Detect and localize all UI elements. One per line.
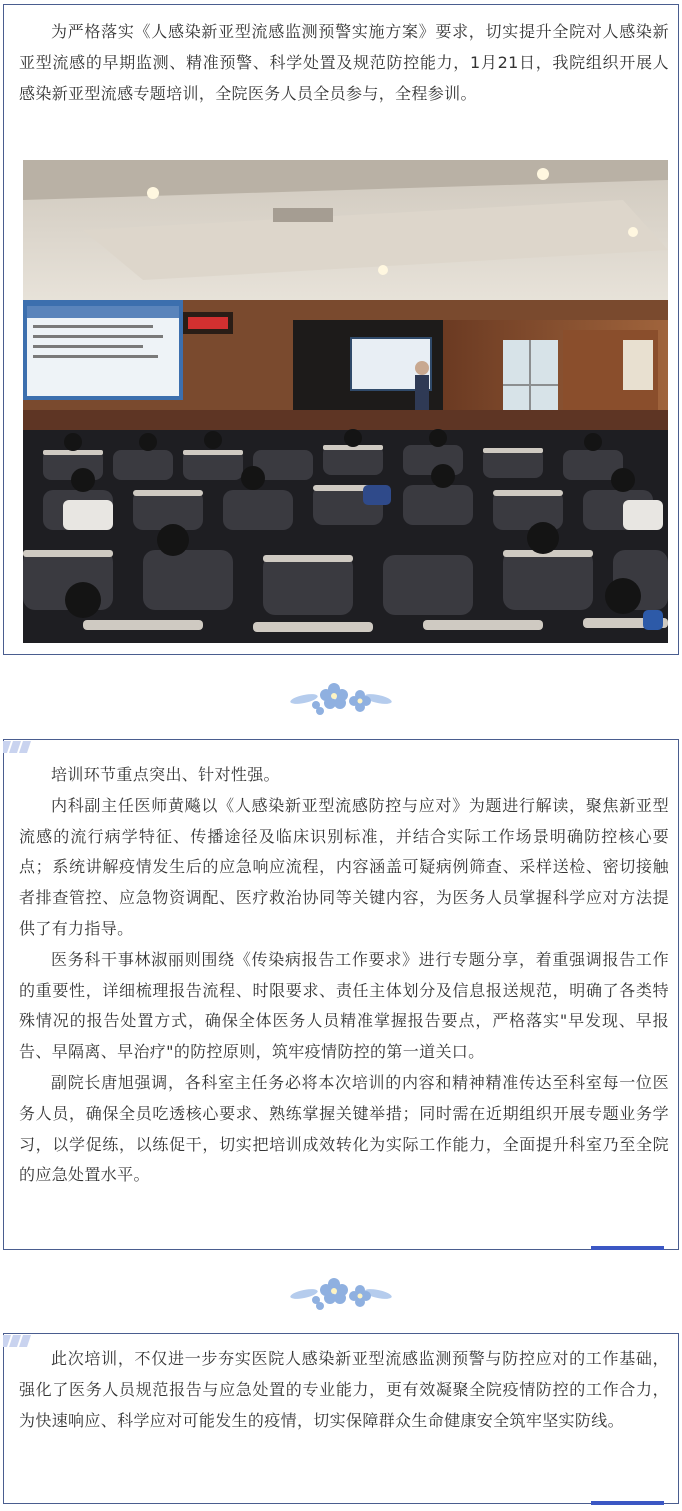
corner-stripes-icon xyxy=(3,738,33,750)
training-photo xyxy=(23,160,668,643)
accent-bar xyxy=(591,1246,664,1250)
vice-president-paragraph: 副院长唐旭强调，各科室主任务必将本次培训的内容和精神精准传达至科室每一位医务人员，确保全员吃透核心要求、熟练掌握关键举措；同时需在近期组织开展专题业务学习，以学促练，以练促干，切实把培训成效转化为实际工作能力，全面提升科室乃至全院的应急处置水平。 xyxy=(19,1072,669,1185)
accent-bar xyxy=(591,1501,664,1505)
intro-paragraph: 为严格落实《人感染新亚型流感监测预警实施方案》要求，切实提升全院对人感染新亚型流感的早期监测、精准预警、科学处置及规范防控能力，1月21日，我院组织开展人感染新亚型流感专题培训，全院医务人员全员参与，全程参训。 xyxy=(19,22,669,103)
training-details-card xyxy=(3,739,679,1250)
conclusion-card xyxy=(3,1333,679,1504)
flower-divider-icon xyxy=(284,675,398,719)
flower-divider-icon xyxy=(284,1270,398,1314)
intro-card xyxy=(3,4,679,655)
corner-stripes-icon xyxy=(3,1332,33,1344)
lecture-two-paragraph: 医务科干事林淑丽则围绕《传染病报告工作要求》进行专题分享，着重强调报告工作的重要性，详细梳理报告流程、时限要求、责任主体划分及信息报送规范，明确了各类特殊情况的报告处置方式，确保全体医务人员精准掌握报告要点，严格落实"早发现、早报告、早隔离、早治疗"的防控原则，筑牢疫情防控的第一道关口。 xyxy=(19,949,669,1062)
lecture-one-paragraph: 内科副主任医师黄飚以《人感染新亚型流感防控与应对》为题进行解读，聚焦新亚型流感的流行病学特征、传播途径及临床识别标准，并结合实际工作场景明确防控核心要点；系统讲解疫情发生后的应急响应流程，内容涵盖可疑病例筛查、采样送检、密切接触者排查管控、应急物资调配、医疗救治协同等关键内容，为医务人员掌握科学应对方法提供了有力指导。 xyxy=(19,795,669,938)
conclusion-paragraph: 此次培训，不仅进一步夯实医院人感染新亚型流感监测预警与防控应对的工作基础，强化了医务人员规范报告与应急处置的专业能力，更有效凝聚全院疫情防控的工作合力，为快速响应、科学应对可能发生的疫情，切实保障群众生命健康安全筑牢坚实防线。 xyxy=(19,1349,669,1430)
summary-line: 培训环节重点突出、针对性强。 xyxy=(51,765,280,784)
training-details-body xyxy=(19,760,669,1191)
